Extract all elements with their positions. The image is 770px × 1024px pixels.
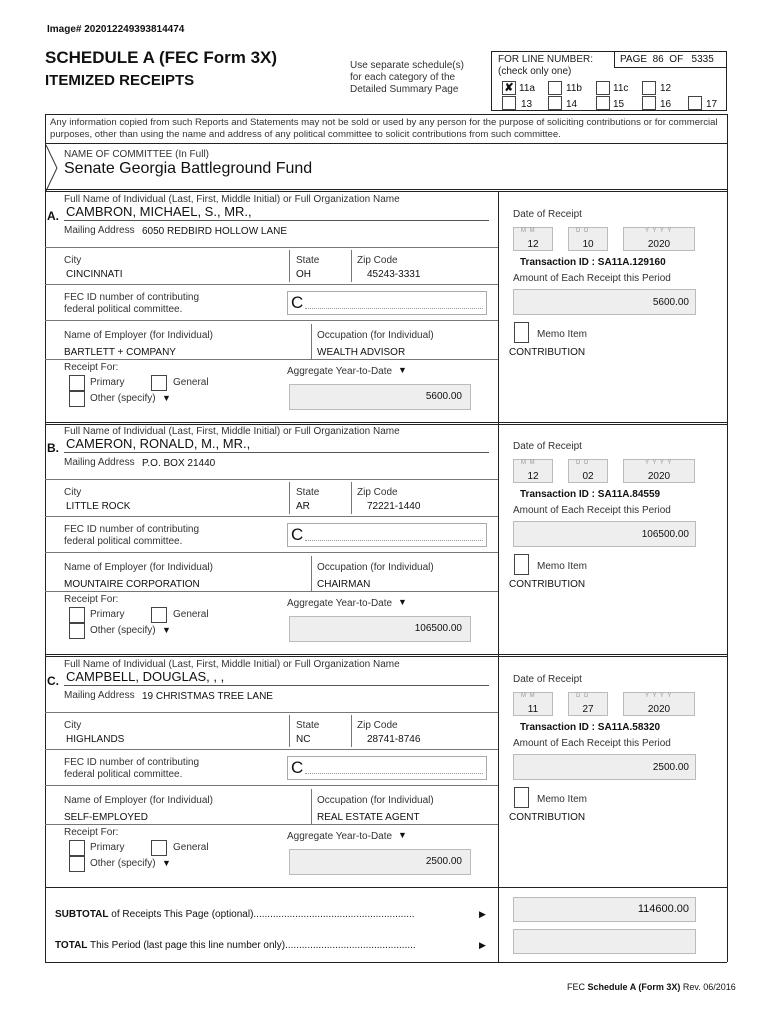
line-11a-checkbox[interactable]: ✘ bbox=[502, 81, 516, 95]
city-label: City bbox=[64, 720, 82, 731]
receipt-year: 2020 bbox=[647, 704, 671, 715]
city-label: City bbox=[64, 255, 82, 266]
day-hint: D D bbox=[576, 460, 590, 466]
receipt-month: 12 bbox=[527, 471, 539, 482]
year-hint: Y Y Y Y bbox=[645, 228, 673, 234]
general-checkbox[interactable] bbox=[151, 607, 167, 623]
other-label: Other (specify) bbox=[90, 858, 156, 869]
memo-item-checkbox[interactable] bbox=[514, 554, 529, 575]
aggregate-label: Aggregate Year-to-Date bbox=[287, 831, 393, 842]
line-16-label: 16 bbox=[660, 99, 672, 110]
full-name-label: Full Name of Individual (Last, First, Middle Initial) or Full Organization Name bbox=[64, 659, 400, 670]
city-value: LITTLE ROCK bbox=[66, 501, 131, 512]
aggregate-arrow-icon: ▼ bbox=[398, 597, 407, 607]
receipt-year: 2020 bbox=[647, 471, 671, 482]
aggregate-label: Aggregate Year-to-Date bbox=[287, 366, 393, 377]
memo-item-label: Memo Item bbox=[537, 561, 588, 572]
zip-value: 45243-3331 bbox=[367, 269, 421, 280]
full-name-label: Full Name of Individual (Last, First, Middle Initial) or Full Organization Name bbox=[64, 426, 400, 437]
amount-label: Amount of Each Receipt this Period bbox=[513, 738, 671, 749]
occupation-label: Occupation (for Individual) bbox=[317, 330, 434, 341]
fec-id-box[interactable] bbox=[287, 523, 487, 547]
line-11c-label: 11c bbox=[613, 83, 629, 94]
mailing-label: Mailing Address bbox=[64, 225, 135, 236]
receipt-year: 2020 bbox=[647, 239, 671, 250]
contributor-name: CAMERON, RONALD, M., MR., bbox=[66, 436, 251, 451]
state-label: State bbox=[296, 720, 320, 731]
occupation-label: Occupation (for Individual) bbox=[317, 562, 434, 573]
form-footer: FEC Schedule A (Form 3X) Rev. 06/2016 bbox=[567, 982, 736, 992]
month-hint: M M bbox=[521, 228, 536, 234]
zip-label: Zip Code bbox=[357, 255, 398, 266]
fec-id-prefix: C bbox=[291, 293, 304, 312]
committee-bracket-icon bbox=[45, 143, 63, 193]
state-label: State bbox=[296, 487, 320, 498]
line-14-checkbox[interactable] bbox=[548, 96, 562, 110]
line-12-checkbox[interactable] bbox=[642, 81, 656, 95]
amount-label: Amount of Each Receipt this Period bbox=[513, 505, 671, 516]
subtotal-arrow-icon: ▶ bbox=[479, 909, 486, 919]
committee-label: NAME OF COMMITTEE (In Full) bbox=[64, 149, 209, 160]
state-value: AR bbox=[296, 501, 310, 512]
other-arrow-icon: ▼ bbox=[162, 393, 171, 403]
line-17-checkbox[interactable] bbox=[688, 96, 702, 110]
for-line-label: FOR LINE NUMBER: bbox=[498, 54, 594, 65]
date-of-receipt-label: Date of Receipt bbox=[513, 674, 582, 685]
entry-letter: C. bbox=[47, 674, 59, 688]
mailing-address: P.O. BOX 21440 bbox=[142, 458, 216, 469]
line-15-label: 15 bbox=[613, 99, 625, 110]
check-only-one: (check only one) bbox=[498, 66, 572, 77]
subtotal-value: 114600.00 bbox=[637, 903, 689, 915]
entry-letter: A. bbox=[47, 209, 59, 223]
receipt-day: 27 bbox=[582, 704, 594, 715]
zip-value: 72221-1440 bbox=[367, 501, 421, 512]
general-label: General bbox=[173, 609, 209, 620]
receipt-month: 12 bbox=[527, 239, 539, 250]
other-arrow-icon: ▼ bbox=[162, 858, 171, 868]
receipt-for-label: Receipt For: bbox=[64, 362, 119, 373]
subtotal-label: SUBTOTAL of Receipts This Page (optional).......................................................... bbox=[55, 909, 415, 920]
mailing-address: 19 CHRISTMAS TREE LANE bbox=[142, 691, 273, 702]
general-label: General bbox=[173, 377, 209, 388]
primary-checkbox[interactable] bbox=[69, 840, 85, 856]
amount-value: 2500.00 bbox=[652, 762, 689, 773]
fec-id-prefix: C bbox=[291, 525, 304, 544]
general-label: General bbox=[173, 842, 209, 853]
date-of-receipt-label: Date of Receipt bbox=[513, 209, 582, 220]
other-label: Other (specify) bbox=[90, 393, 156, 404]
aggregate-arrow-icon: ▼ bbox=[398, 830, 407, 840]
state-value: OH bbox=[296, 269, 311, 280]
other-checkbox[interactable] bbox=[69, 623, 85, 639]
day-hint: D D bbox=[576, 693, 590, 699]
amount-value: 5600.00 bbox=[652, 297, 689, 308]
other-checkbox[interactable] bbox=[69, 856, 85, 872]
city-value: CINCINNATI bbox=[66, 269, 123, 280]
transaction-id: Transaction ID : SA11A.129160 bbox=[520, 257, 666, 268]
aggregate-arrow-icon: ▼ bbox=[398, 365, 407, 375]
other-checkbox[interactable] bbox=[69, 391, 85, 407]
occupation-value: REAL ESTATE AGENT bbox=[317, 812, 420, 823]
mailing-label: Mailing Address bbox=[64, 690, 135, 701]
amount-value: 106500.00 bbox=[641, 529, 689, 540]
line-14-label: 14 bbox=[566, 99, 578, 110]
memo-item-checkbox[interactable] bbox=[514, 322, 529, 343]
fec-id-label: FEC ID number of contributing federal political committee. bbox=[64, 524, 200, 547]
page-total: 5335 bbox=[691, 54, 714, 65]
line-12-label: 12 bbox=[660, 83, 672, 94]
other-arrow-icon: ▼ bbox=[162, 625, 171, 635]
primary-label: Primary bbox=[90, 842, 125, 853]
aggregate-label: Aggregate Year-to-Date bbox=[287, 598, 393, 609]
receipt-day: 10 bbox=[582, 239, 594, 250]
memo-item-checkbox[interactable] bbox=[514, 787, 529, 808]
schedule-title: SCHEDULE A (FEC Form 3X) bbox=[45, 48, 278, 67]
general-checkbox[interactable] bbox=[151, 375, 167, 391]
date-of-receipt-label: Date of Receipt bbox=[513, 441, 582, 452]
mailing-address: 6050 REDBIRD HOLLOW LANE bbox=[142, 226, 288, 237]
occupation-value: WEALTH ADVISOR bbox=[317, 347, 406, 358]
line-11a-label: 11a bbox=[519, 83, 535, 94]
month-hint: M M bbox=[521, 460, 536, 466]
primary-label: Primary bbox=[90, 609, 125, 620]
city-value: HIGHLANDS bbox=[66, 734, 125, 745]
page-indicator: PAGE 86 OF 5335 bbox=[620, 54, 714, 65]
general-checkbox[interactable] bbox=[151, 840, 167, 856]
image-id: Image# 202012249393814474 bbox=[47, 24, 185, 35]
employer-value: MOUNTAIRE CORPORATION bbox=[64, 579, 200, 590]
receipt-description: CONTRIBUTION bbox=[509, 347, 586, 358]
memo-item-label: Memo Item bbox=[537, 329, 588, 340]
fec-id-prefix: C bbox=[291, 758, 304, 777]
aggregate-value: 106500.00 bbox=[414, 623, 462, 634]
receipt-entry-c bbox=[0, 655, 770, 887]
fec-id-box[interactable] bbox=[287, 291, 487, 315]
schedule-note: Use separate schedule(s) for each category of the Detailed Summary Page bbox=[350, 60, 464, 95]
total-box bbox=[513, 929, 696, 954]
employer-label: Name of Employer (for Individual) bbox=[64, 330, 213, 341]
receipt-month: 11 bbox=[527, 704, 539, 715]
receipt-description: CONTRIBUTION bbox=[509, 579, 586, 590]
primary-checkbox[interactable] bbox=[69, 375, 85, 391]
receipt-for-label: Receipt For: bbox=[64, 827, 119, 838]
primary-label: Primary bbox=[90, 377, 125, 388]
receipt-entry-b bbox=[0, 422, 770, 654]
zip-value: 28741-8746 bbox=[367, 734, 421, 745]
transaction-id: Transaction ID : SA11A.58320 bbox=[520, 722, 661, 733]
employer-value: BARTLETT + COMPANY bbox=[64, 347, 176, 358]
fec-id-box[interactable] bbox=[287, 756, 487, 780]
state-value: NC bbox=[296, 734, 311, 745]
total-arrow-icon: ▶ bbox=[479, 940, 486, 950]
line-11c-checkbox[interactable] bbox=[596, 81, 610, 95]
employer-value: SELF-EMPLOYED bbox=[64, 812, 148, 823]
transaction-id: Transaction ID : SA11A.84559 bbox=[520, 489, 661, 500]
full-name-label: Full Name of Individual (Last, First, Middle Initial) or Full Organization Name bbox=[64, 194, 400, 205]
receipt-entry-a bbox=[0, 190, 770, 422]
receipt-day: 02 bbox=[582, 471, 594, 482]
zip-label: Zip Code bbox=[357, 487, 398, 498]
aggregate-value: 2500.00 bbox=[425, 856, 462, 867]
occupation-value: CHAIRMAN bbox=[317, 579, 371, 590]
line-16-checkbox[interactable] bbox=[642, 96, 656, 110]
total-label: TOTAL This Period (last page this line number only)............................................... bbox=[55, 940, 416, 951]
month-hint: M M bbox=[521, 693, 536, 699]
employer-label: Name of Employer (for Individual) bbox=[64, 562, 213, 573]
other-label: Other (specify) bbox=[90, 625, 156, 636]
year-hint: Y Y Y Y bbox=[645, 460, 673, 466]
fec-id-label: FEC ID number of contributing federal political committee. bbox=[64, 757, 200, 780]
disclaimer: Any information copied from such Reports and Statements may not be sold or used by any person for the purpose of soliciting contributions or for commercial purposes, other than using the name and address of any political committee to solicit contributions from such committee. bbox=[50, 117, 718, 140]
primary-checkbox[interactable] bbox=[69, 607, 85, 623]
amount-label: Amount of Each Receipt this Period bbox=[513, 273, 671, 284]
line-13-checkbox[interactable] bbox=[502, 96, 516, 110]
city-label: City bbox=[64, 487, 82, 498]
year-hint: Y Y Y Y bbox=[645, 693, 673, 699]
line-13-label: 13 bbox=[521, 99, 533, 110]
receipt-for-label: Receipt For: bbox=[64, 594, 119, 605]
line-15-checkbox[interactable] bbox=[596, 96, 610, 110]
occupation-label: Occupation (for Individual) bbox=[317, 795, 434, 806]
memo-item-label: Memo Item bbox=[537, 794, 588, 805]
employer-label: Name of Employer (for Individual) bbox=[64, 795, 213, 806]
schedule-subtitle: ITEMIZED RECEIPTS bbox=[45, 72, 195, 89]
contributor-name: CAMPBELL, DOUGLAS, , , bbox=[66, 669, 225, 684]
committee-name: Senate Georgia Battleground Fund bbox=[64, 160, 313, 177]
fec-id-label: FEC ID number of contributing federal political committee. bbox=[64, 292, 200, 315]
page-number: 86 bbox=[652, 54, 664, 65]
state-label: State bbox=[296, 255, 320, 266]
receipt-description: CONTRIBUTION bbox=[509, 812, 586, 823]
line-11b-label: 11b bbox=[566, 83, 582, 94]
line-11b-checkbox[interactable] bbox=[548, 81, 562, 95]
zip-label: Zip Code bbox=[357, 720, 398, 731]
entry-letter: B. bbox=[47, 441, 59, 455]
mailing-label: Mailing Address bbox=[64, 457, 135, 468]
line-17-label: 17 bbox=[706, 99, 718, 110]
day-hint: D D bbox=[576, 228, 590, 234]
aggregate-value: 5600.00 bbox=[425, 391, 462, 402]
contributor-name: CAMBRON, MICHAEL, S., MR., bbox=[66, 204, 252, 219]
